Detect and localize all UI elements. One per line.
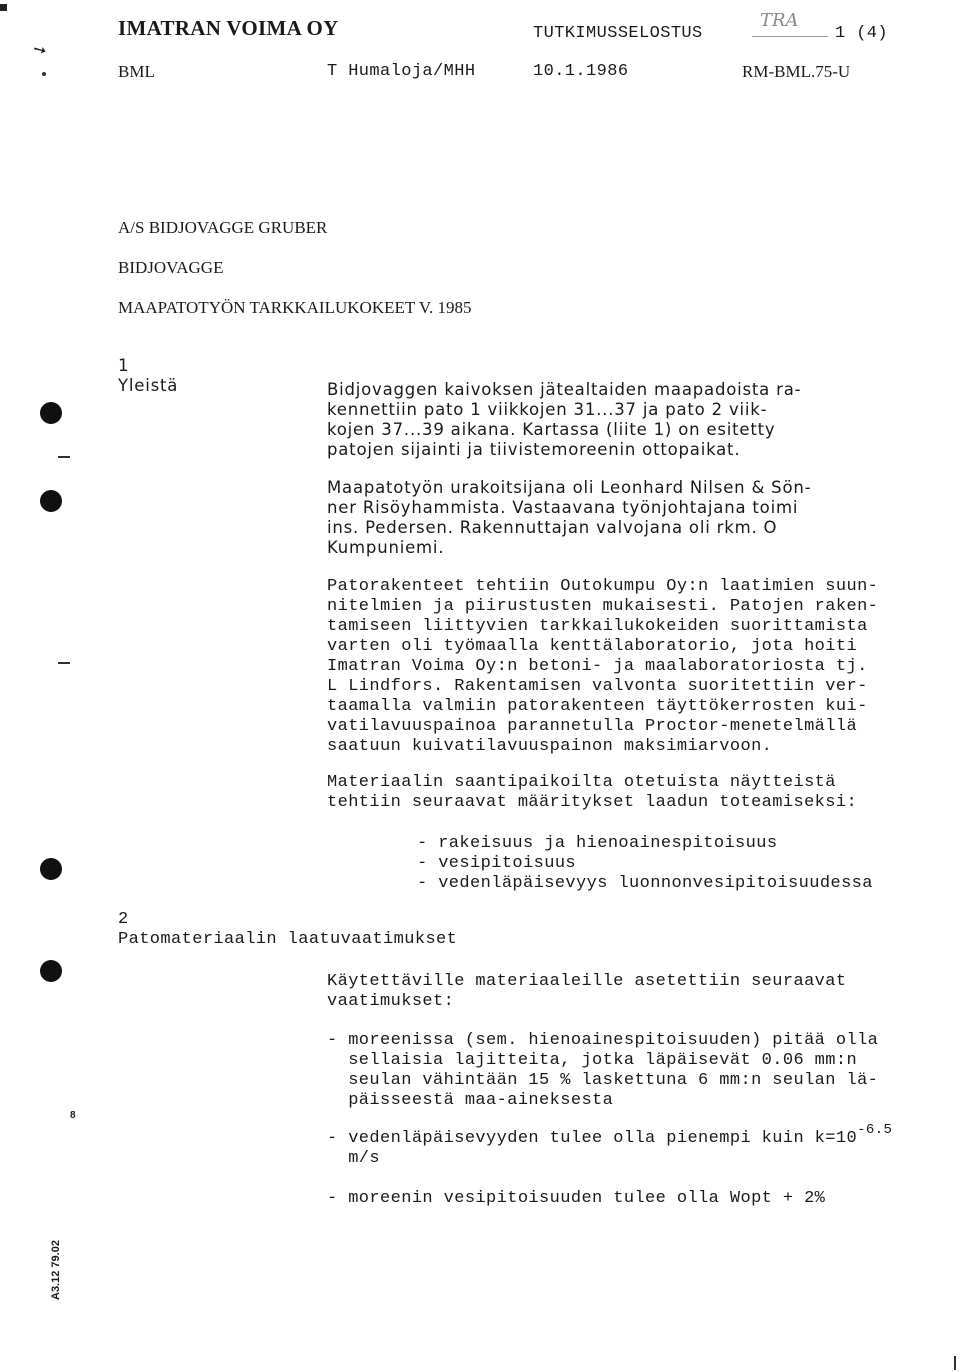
text-line: Materiaalin saantipaikoilta otetuista näytteistä: [327, 773, 836, 792]
handwritten-initials: TRA: [760, 10, 799, 31]
text-line: taamalla valmiin patorakenteen täyttökerrosten kui-: [327, 697, 868, 716]
text-line: Bidjovaggen kaivoksen jätealtaiden maapadoista ra-: [327, 380, 802, 399]
text-line: Käytettäville materiaaleille asetettiin seuraavat: [327, 972, 847, 991]
requirement-fines: [327, 1031, 937, 1111]
punch-hole-mark: [40, 858, 62, 880]
text-line: ins. Pedersen. Rakennuttajan valvojana oli rkm. O: [327, 518, 778, 537]
requirement-water-content: [327, 1189, 937, 1209]
margin-tick: [58, 662, 70, 664]
text-line: vatilavuuspainoa parannetulla Proctor-menetelmällä: [327, 717, 858, 736]
section-1-heading: Yleistä: [118, 376, 179, 395]
test-list: [417, 834, 937, 894]
text-line: Imatran Voima Oy:n betoni- ja maalaboratoriosta tj.: [327, 657, 868, 676]
title-line-1: A/S BIDJOVAGGE GRUBER: [118, 218, 328, 237]
title-line-2: BIDJOVAGGE: [118, 258, 224, 277]
corner-arrow-icon: ➘: [29, 37, 51, 62]
text-line: saatuun kuivatilavuuspainon maksimiarvoon.: [327, 737, 773, 756]
text-line: tamiseen liittyvien tarkkailukokeiden suorittamista: [327, 617, 868, 636]
text-line: nitelmien ja piirustusten mukaisesti. Patojen raken-: [327, 597, 879, 616]
exponent: -6.5: [857, 1122, 893, 1138]
paragraph-design: [327, 577, 937, 757]
text-line: patojen sijainti ja tiivistemoreenin ottopaikat.: [327, 440, 741, 459]
section-1-number: 1: [118, 356, 130, 375]
text-line: tehtiin seuraavat määritykset laadun toteamiseksi:: [327, 793, 858, 812]
section-2-number: 2: [118, 910, 129, 929]
punch-hole-mark: [40, 960, 62, 982]
title-line-3: MAAPATOTYÖN TARKKAILUKOKEET V. 1985: [118, 298, 472, 317]
text-line: vaatimukset:: [327, 992, 455, 1011]
company-name: IMATRAN VOIMA OY: [118, 16, 339, 40]
punch-hole-mark: [40, 490, 62, 512]
text-line: L Lindfors. Rakentamisen valvonta suoritettiin ver-: [327, 677, 868, 696]
text-line: kennettiin pato 1 viikkojen 31...37 ja pato 2 viik-: [327, 400, 768, 419]
text-line: m/s: [327, 1149, 381, 1168]
list-item: - vedenläpäisevyys luonnonvesipitoisuudessa: [417, 874, 873, 893]
text-line: Maapatotyön urakoitsijana oli Leonhard Nilsen & Sön-: [327, 478, 812, 497]
text-line: - vedenläpäisevyyden tulee olla pienempi kuin k=10: [327, 1129, 858, 1148]
text-line: - moreenissa (sem. hienoainespitoisuuden) pitää olla: [327, 1031, 879, 1050]
reference-number: RM-BML.75-U: [742, 62, 851, 81]
form-code: A3.12 79.02: [50, 1240, 62, 1300]
text-line: sellaisia lajitteita, jotka läpäisevät 0.06 mm:n: [327, 1051, 858, 1070]
text-line: - moreenin vesipitoisuuden tulee olla Wopt + 2%: [327, 1189, 826, 1208]
list-item: - rakeisuus ja hienoainespitoisuus: [417, 834, 778, 853]
text-line: kojen 37...39 aikana. Kartassa (liite 1) on esitetty: [327, 420, 776, 439]
paragraph-requirements-intro: [327, 972, 937, 1012]
scan-artifact: [42, 72, 46, 76]
paragraph-tests: [327, 773, 937, 813]
text-line: varten oli työmaalla kenttälaboratorio, jota hoiti: [327, 637, 858, 656]
requirement-permeability: [327, 1122, 937, 1169]
scan-artifact: [0, 4, 7, 11]
paragraph-contractor: [327, 478, 937, 558]
text-line: Patorakenteet tehtiin Outokumpu Oy:n laatimien suun-: [327, 577, 879, 596]
author: T Humaloja/MHH: [327, 62, 476, 81]
margin-mark: 8: [70, 1110, 76, 1121]
text-line: päisseestä maa-aineksesta: [327, 1091, 614, 1110]
text-line: seulan vähintään 15 % laskettuna 6 mm:n seulan lä-: [327, 1071, 879, 1090]
department: BML: [118, 62, 155, 81]
text-line: ner Risöyhammista. Vastaavana työnjohtajana toimi: [327, 498, 799, 517]
list-item: - vesipitoisuus: [417, 854, 577, 873]
document-date: 10.1.1986: [533, 62, 629, 81]
initials-underline: [752, 36, 828, 37]
scan-artifact: [954, 1356, 956, 1370]
section-2-heading: Patomateriaalin laatuvaatimukset: [118, 930, 458, 949]
page-number: 1 (4): [835, 24, 889, 43]
paragraph-general: [327, 380, 937, 460]
text-line: Kumpuniemi.: [327, 538, 445, 557]
margin-tick: [58, 456, 70, 458]
document-type: TUTKIMUSSELOSTUS: [533, 24, 703, 43]
punch-hole-mark: [40, 402, 62, 424]
